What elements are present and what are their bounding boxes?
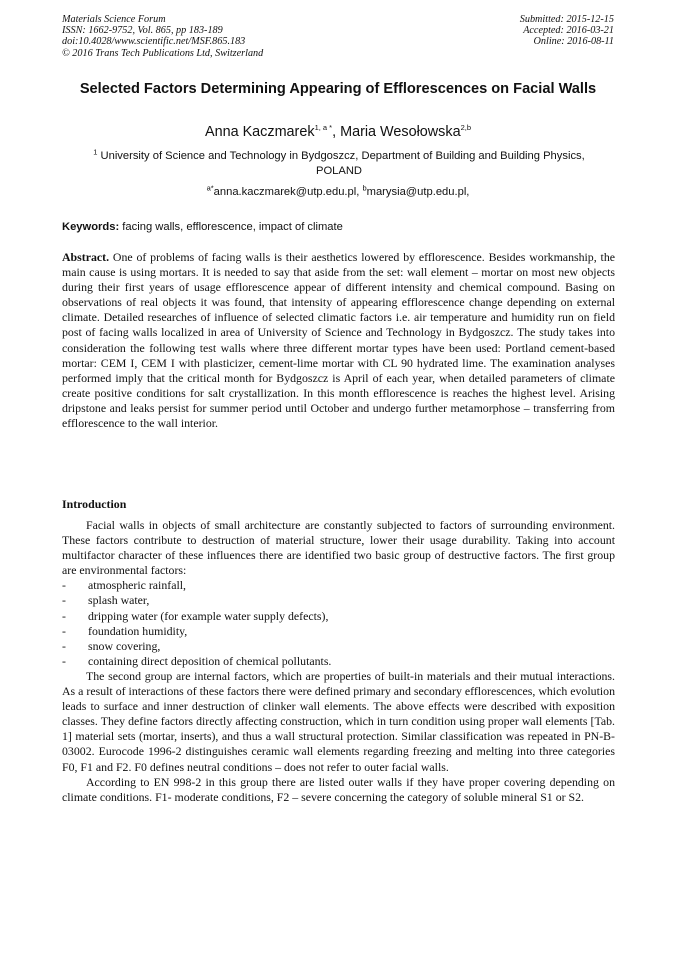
abstract-text: One of problems of facing walls is their aesthetics lowered by efflorescence. Besides workmanship, the main cause is using mortars. It is needed to say that aside from the set: wall element – mortar on most new objects during their first years of usage efflorescence appear of different intensity and chemical compound. Basing on observations of real objects it was found, that intensity of appearing efflorescence change depending on external climate. Detailed researches of influence of selected climatic factors i.e. air temperature and humidity run on field post of facing walls localized in area of University of Science and Technology in Bydgoszcz. The study takes into consideration the following test walls where three different mortar types have been used: Portland cement-based mortar: CEM I, CEM I with plasticizer, cement-lime mortar with CL 90 hydrated lime. The examination analyses performed imply that the critical month for Bydgoszcz is April of each year, when detailed parameters of climate create positive conditions for salt crystallization. In this month efflorescence is reaches the highest level. Arising dripstone and leaks persist for summer period until October and undergo further metamorphose – transferring from efflorescence to the wall interior. (62, 250, 615, 431)
list-item (62, 609, 615, 624)
author-separator: , (332, 124, 341, 140)
paper-title: Selected Factors Determining Appearing of Efflorescences on Facial Walls (79, 81, 597, 97)
list-dash: - (62, 623, 66, 638)
submitted-date: Submitted: 2015-12-15 (519, 14, 614, 25)
author-line (62, 123, 614, 141)
list-item (62, 654, 615, 669)
journal-issn: ISSN: 1662-9752, Vol. 865, pp 183-189 (62, 25, 223, 37)
paragraph: The second group are internal factors, which are properties of built-in materials and their mutual interactions. As a result of interactions of these factors there were defined primary and secondary efflorescences, which evolution leads to surface and inner destruction of clinker wall elements. The above effects were described with exposition classes. They define factors directly affecting construction, which in turn condition using proper wall elements [Tab. 1] material sets (mortar, inserts), and thus a wall structural protection. Similar classification was repeated in PN-B-03002. Eurocode 1996-2 distinguishes ceramic wall elements regarding freezing and melting into three categories F0, F1 and F2. F0 defines neutral conditions – does not refer to outer facial walls. (62, 668, 615, 774)
list-dash: - (62, 608, 66, 623)
submission-dates (520, 14, 614, 48)
list-item-text: dripping water (for example water supply defects), (88, 608, 329, 623)
list-dash: - (62, 593, 66, 608)
factor-list (62, 578, 615, 669)
journal-doi: doi:10.4028/www.scientific.net/MSF.865.183 (62, 36, 246, 48)
author-name: Anna Kaczmarek (204, 124, 315, 140)
list-item-text: containing direct deposition of chemical pollutants. (88, 653, 332, 668)
journal-name: Materials Science Forum (62, 14, 166, 25)
affiliation (90, 149, 588, 178)
list-item-text: snow covering, (88, 638, 161, 653)
section-heading: Introduction (62, 497, 127, 511)
list-dash: - (62, 653, 66, 668)
abstract (62, 250, 615, 431)
paragraph: Facial walls in objects of small architecture are constantly subjected to factors of surrounding environment. These factors contribute to destruction of material structure, lower their usage durability. Taking into account multifactor character of these influences there are identified two basic group of destructive factors. The first group are environmental factors: (62, 518, 615, 578)
list-item (62, 639, 615, 654)
keywords (62, 220, 614, 234)
journal-info (62, 14, 263, 59)
author-sup: 2,b (460, 123, 472, 133)
list-item-text: foundation humidity, (88, 623, 188, 638)
journal-copyright: © 2016 Trans Tech Publications Ltd, Switzerland (62, 47, 264, 59)
affiliation-sup: 1 (93, 147, 98, 157)
paragraph: According to EN 998-2 in this group there are listed outer walls if they have proper covering depending on climate conditions. F1- moderate conditions, F2 – severe concerning the category of soluble mineral S1 or S2. (62, 774, 615, 804)
accepted-date: Accepted: 2016-03-21 (523, 25, 614, 37)
list-item (62, 624, 615, 639)
author-name: Maria Wesołowska (340, 124, 461, 140)
abstract-label: Abstract. (62, 250, 110, 264)
list-item-text: splash water, (88, 593, 150, 608)
keywords-text: facing walls, efflorescence, impact of climate (119, 221, 343, 233)
list-item (62, 593, 615, 608)
list-dash: - (62, 578, 66, 593)
list-item (62, 578, 615, 593)
author-emails (62, 185, 614, 199)
email-link[interactable]: marysia@utp.edu.pl, (366, 186, 470, 198)
introduction-body (62, 518, 615, 805)
keywords-label: Keywords: (62, 221, 120, 233)
affiliation-text: University of Science and Technology in Bydgoszcz, Department of Building and Building Physics, POLAND (97, 150, 585, 177)
list-item-text: atmospheric rainfall, (88, 578, 187, 593)
email-link[interactable]: anna.kaczmarek@utp.edu.pl, (213, 186, 363, 198)
online-date: Online: 2016-08-11 (533, 36, 614, 48)
list-dash: - (62, 638, 66, 653)
email-sup: a* (206, 183, 214, 193)
email-sup: b (362, 183, 367, 193)
author-sup: 1, a * (314, 123, 333, 133)
